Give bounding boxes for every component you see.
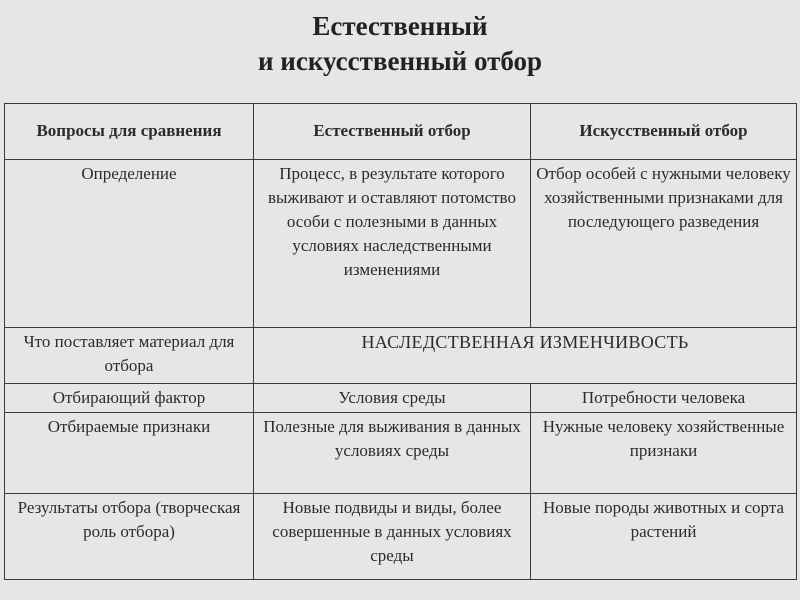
table-header-row: [5, 104, 797, 160]
table-row-definition: [5, 159, 797, 327]
criterion-material: Что поставляет материал для отбора: [5, 327, 254, 383]
criterion-results: Результаты отбора (творческая роль отбора): [5, 493, 254, 579]
artificial-definition: Отбор особей с нужными человеку хозяйственными признаками для последующего разведения: [531, 159, 797, 327]
criterion-traits: Отбираемые признаки: [5, 413, 254, 493]
natural-definition: Процесс, в результате которого выживают и оставляют потомство особи с полезными в данных условиях наследственными изменениями: [254, 159, 531, 327]
document-title: [0, 12, 800, 76]
table-row-results: [5, 493, 797, 579]
material-merged-cell: НАСЛЕДСТВЕННАЯ ИЗМЕНЧИВОСТЬ: [254, 327, 797, 383]
criterion-definition: Определение: [5, 159, 254, 327]
header-natural-selection: Естественный отбор: [254, 104, 531, 160]
title-line-1: Естественный: [312, 11, 488, 41]
artificial-results: Новые породы животных и сорта растений: [531, 493, 797, 579]
natural-results: Новые подвиды и виды, более совершенные в данных условиях среды: [254, 493, 531, 579]
table-row-material: [5, 327, 797, 383]
table-row-traits: [5, 413, 797, 493]
artificial-factor: Потребности человека: [531, 383, 797, 412]
comparison-table: [4, 103, 797, 580]
natural-factor: Условия среды: [254, 383, 531, 412]
natural-traits: Полезные для выживания в данных условиях среды: [254, 413, 531, 493]
table-row-factor: [5, 383, 797, 412]
header-criteria: Вопросы для сравнения: [5, 104, 254, 160]
artificial-traits: Нужные человеку хозяйственные признаки: [531, 413, 797, 493]
criterion-factor: Отбирающий фактор: [5, 383, 254, 412]
header-artificial-selection: Искусственный отбор: [531, 104, 797, 160]
title-line-2: и искусственный отбор: [257, 46, 543, 76]
